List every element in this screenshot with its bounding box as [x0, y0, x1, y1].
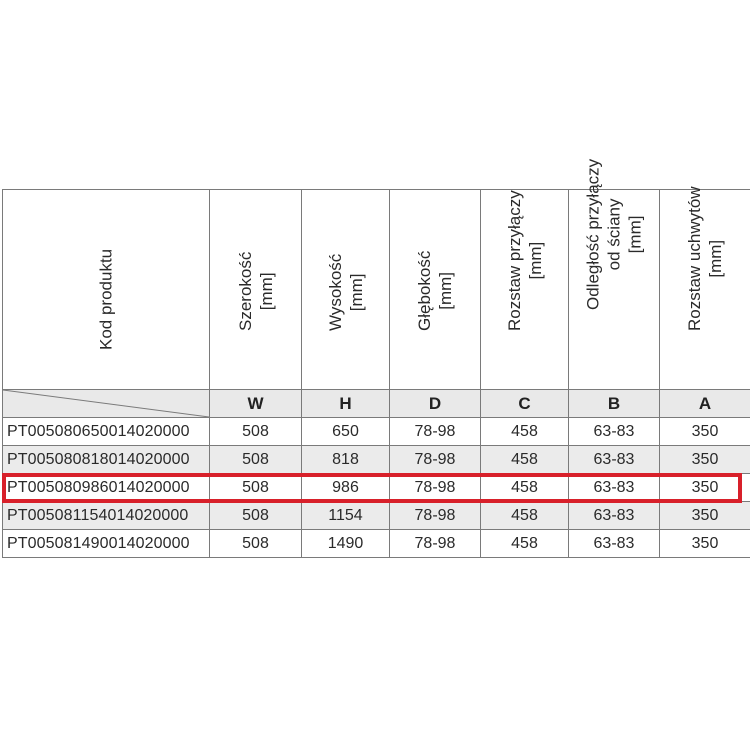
header-wall-distance-label-2: od ściany: [604, 198, 624, 271]
cell-wall-distance: 63-83: [569, 446, 660, 474]
cell-bracket-spacing: 350: [660, 474, 750, 502]
header-bracket-spacing-unit: [mm]: [706, 239, 725, 278]
header-width-label: Szerokość: [235, 251, 255, 331]
cell-height: 1154: [302, 502, 390, 530]
cell-connection-spacing: 458: [481, 474, 569, 502]
header-bracket-spacing-label: Rozstaw uchwytów: [685, 186, 704, 331]
diagonal-divider-cell: [3, 390, 210, 418]
product-code: PT005081490014020000: [3, 530, 210, 558]
cell-depth: 78-98: [390, 502, 481, 530]
cell-depth: 78-98: [390, 418, 481, 446]
cell-bracket-spacing: 350: [660, 418, 750, 446]
header-connection-spacing-label: Rozstaw przyłączy: [504, 190, 524, 331]
header-depth-label: Głębokość: [415, 250, 434, 331]
table-row: [3, 530, 750, 558]
header-height-unit: [mm]: [346, 273, 366, 312]
product-code: PT005080986014020000: [3, 474, 210, 502]
product-code: PT005080818014020000: [3, 446, 210, 474]
cell-depth: 78-98: [390, 446, 481, 474]
header-depth-unit: [mm]: [436, 271, 455, 310]
header-connection-spacing: [481, 190, 569, 390]
cell-wall-distance: 63-83: [569, 530, 660, 558]
cell-bracket-spacing: 350: [660, 502, 750, 530]
cell-width: 508: [210, 474, 302, 502]
cell-height: 1490: [302, 530, 390, 558]
header-width-unit: [mm]: [256, 272, 276, 311]
header-connection-spacing-unit: [mm]: [525, 241, 545, 280]
header-height: [302, 190, 390, 390]
cell-height: 650: [302, 418, 390, 446]
header-code: [3, 190, 210, 390]
cell-width: 508: [210, 446, 302, 474]
cell-height: 818: [302, 446, 390, 474]
cell-height: 986: [302, 474, 390, 502]
table-row: [3, 446, 750, 474]
header-code-label: Kod produktu: [96, 248, 116, 350]
cell-bracket-spacing: 350: [660, 530, 750, 558]
table-row-highlighted: [3, 474, 750, 502]
product-code: PT005081154014020000: [3, 502, 210, 530]
header-wall-distance-unit: [mm]: [625, 215, 645, 254]
cell-width: 508: [210, 530, 302, 558]
product-table-container: [2, 158, 750, 558]
cell-connection-spacing: 458: [481, 530, 569, 558]
letter-b: B: [569, 390, 660, 418]
product-code: PT005080650014020000: [3, 418, 210, 446]
header-bracket-spacing: [660, 186, 750, 390]
diagonal-line: [3, 390, 209, 417]
letter-a: A: [660, 390, 750, 418]
header-wall-distance-label: Odległość przyłączy: [583, 158, 603, 310]
letter-c: C: [481, 390, 569, 418]
header-row: [3, 190, 750, 390]
cell-depth: 78-98: [390, 530, 481, 558]
letter-row: [3, 390, 750, 418]
letter-w: W: [210, 390, 302, 418]
cell-connection-spacing: 458: [481, 502, 569, 530]
cell-wall-distance: 63-83: [569, 502, 660, 530]
cell-wall-distance: 63-83: [569, 474, 660, 502]
cell-width: 508: [210, 502, 302, 530]
cell-wall-distance: 63-83: [569, 418, 660, 446]
letter-d: D: [390, 390, 481, 418]
cell-depth: 78-98: [390, 474, 481, 502]
table-row: [3, 418, 750, 446]
cell-bracket-spacing: 350: [660, 446, 750, 474]
product-dimensions-table: [2, 158, 750, 558]
cell-connection-spacing: 458: [481, 446, 569, 474]
header-wall-distance: [569, 158, 660, 390]
header-depth: [390, 190, 481, 390]
cell-width: 508: [210, 418, 302, 446]
header-height-label: Wysokość: [325, 253, 345, 331]
table-row: [3, 502, 750, 530]
letter-h: H: [302, 390, 390, 418]
cell-connection-spacing: 458: [481, 418, 569, 446]
header-width: [210, 190, 302, 390]
